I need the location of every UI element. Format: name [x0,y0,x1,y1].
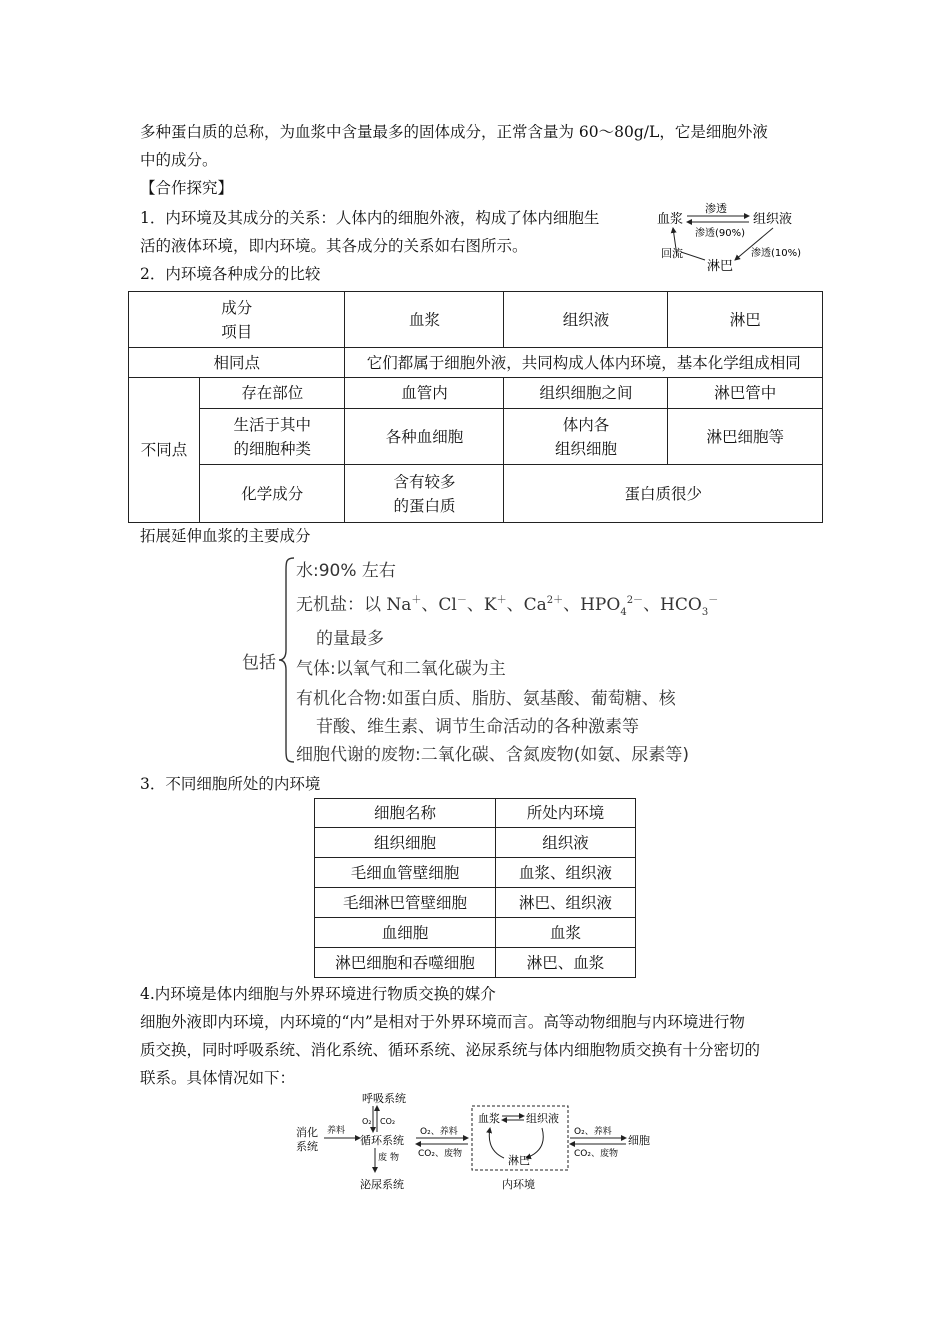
extend-title: 拓展延伸血浆的主要成分 [140,527,311,545]
return-flow-label: 回流 [661,247,683,260]
internal-env-label: 内环境 [502,1178,535,1191]
o2-nutrient-label-2: O₂、养料 [574,1127,612,1137]
item4-line-2: 质交换，同时呼吸系统、消化系统、循环系统、泌尿系统与体内细胞物质交换有十分密切的 [140,1041,761,1059]
item4-title: 4.内环境是体内细胞与外界环境进行物质交换的媒介 [140,985,496,1003]
digestive-label-1: 消化 [296,1126,318,1139]
respiratory-label: 呼吸系统 [362,1092,406,1105]
o2-label: O₂ [362,1117,372,1126]
item4-line-1: 细胞外液即内环境，内环境的“内”是相对于外界环境而言。高等动物细胞与内环境进行物 [140,1013,745,1031]
table-row-cell: 组织细胞 [315,828,496,858]
digestive-label-2: 系统 [296,1140,318,1153]
plasma-label-2: 血浆 [478,1112,500,1125]
osmosis-label: 渗透 [705,202,727,215]
table-row-env: 淋巴、血浆 [496,948,636,978]
o2-nutrient-label: O₂、养料 [420,1127,458,1137]
location-plasma: 血管内 [345,378,504,409]
col-tissue-fluid: 组织液 [504,292,668,348]
location-lymph: 淋巴管中 [668,378,823,409]
gas-line: 气体:以氧气和二氧化碳为主 [296,659,506,679]
co2-waste-label-2: CO₂、废物 [574,1149,618,1159]
table-row-env: 淋巴、组织液 [496,888,636,918]
osmosis-10-label: 渗透(10%) [751,248,802,259]
col-lymph: 淋巴 [668,292,823,348]
diff-label: 不同点 [129,378,200,523]
tissue-fluid-label: 组织液 [753,212,793,227]
co2-waste-label: CO₂、废物 [418,1149,462,1159]
circulatory-label: 循环系统 [360,1134,404,1147]
location-tissue: 组织细胞之间 [504,378,668,409]
waste-label-2: 物 [390,1153,400,1163]
lymph-label: 淋巴 [707,259,734,274]
cells-plasma: 各种血细胞 [345,409,504,465]
cells-label: 生活于其中 的细胞种类 [200,409,345,465]
section-title: 【合作探究】 [140,179,234,197]
plasma-label: 血浆 [657,212,684,227]
nutrient-label: 养料 [327,1126,346,1136]
same-text: 它们都属于细胞外液，共同构成人体内环境，基本化学组成相同 [345,348,823,378]
osmosis-90-label: 渗透(90%) [695,228,746,239]
table-row-cell: 毛细淋巴管壁细胞 [315,888,496,918]
table-row-env: 血浆 [496,918,636,948]
comparison-table [128,291,823,523]
intro-line-1: 多种蛋白质的总称，为血浆中含量最多的固体成分，正常含量为 60～80g/L，它是细胞外液 [140,123,768,141]
co2-label: CO₂ [380,1117,396,1126]
salt-line-2: 的量最多 [316,629,384,649]
chem-others: 蛋白质很少 [504,465,823,523]
table-row-cell: 血细胞 [315,918,496,948]
table-row-env: 血浆、组织液 [496,858,636,888]
same-label: 相同点 [129,348,345,378]
cell-label: 细胞 [628,1134,650,1147]
table2-header-cell: 细胞名称 [315,799,496,828]
relationship-diagram [655,198,815,278]
lymph-label-2: 淋巴 [508,1154,530,1167]
exchange-diagram [290,1088,670,1196]
table-row-cell: 毛细血管壁细胞 [315,858,496,888]
item4-line-3: 联系。具体情况如下： [140,1069,296,1087]
table-row-cell: 淋巴细胞和吞噬细胞 [315,948,496,978]
item1-line-1: 1．内环境及其成分的关系：人体内的细胞外液，构成了体内细胞生 [140,209,600,227]
table2-header-env: 所处内环境 [496,799,636,828]
organic-line-1: 有机化合物:如蛋白质、脂肪、氨基酸、葡萄糖、核 [296,689,676,709]
cells-tissue: 体内各 组织细胞 [504,409,668,465]
plasma-components [240,552,720,767]
waste-label-1: 废 [378,1153,388,1163]
cell-environment-table [314,798,636,978]
chem-plasma: 含有较多 的蛋白质 [345,465,504,523]
item2-title: 2．内环境各种成分的比较 [140,265,321,283]
location-label: 存在部位 [200,378,345,409]
salt-line: 无机盐：以 Na＋、Cl－、K＋、$Ca^{2+}$、$HPO_4^{2-}$、$HCO_3^-$ [296,595,719,618]
table-row-env: 组织液 [496,828,636,858]
tissue-fluid-label-2: 组织液 [526,1112,559,1125]
item3-title: 3．不同细胞所处的内环境 [140,775,321,793]
col-plasma: 血浆 [345,292,504,348]
urinary-label: 泌尿系统 [360,1178,404,1191]
header-corner: 成分 项目 [129,292,345,348]
item1-line-2: 活的液体环境，即内环境。其各成分的关系如右图所示。 [140,237,528,255]
chem-label: 化学成分 [200,465,345,523]
brace-icon [278,556,296,764]
cells-lymph: 淋巴细胞等 [668,409,823,465]
waste-line: 细胞代谢的废物:二氧化碳、含氮废物(如氨、尿素等) [296,745,689,765]
include-label: 包括 [242,653,276,673]
organic-line-2: 苷酸、维生素、调节生命活动的各种激素等 [316,717,639,737]
intro-line-2: 中的成分。 [140,151,218,169]
water-line: 水:90% 左右 [296,561,396,581]
